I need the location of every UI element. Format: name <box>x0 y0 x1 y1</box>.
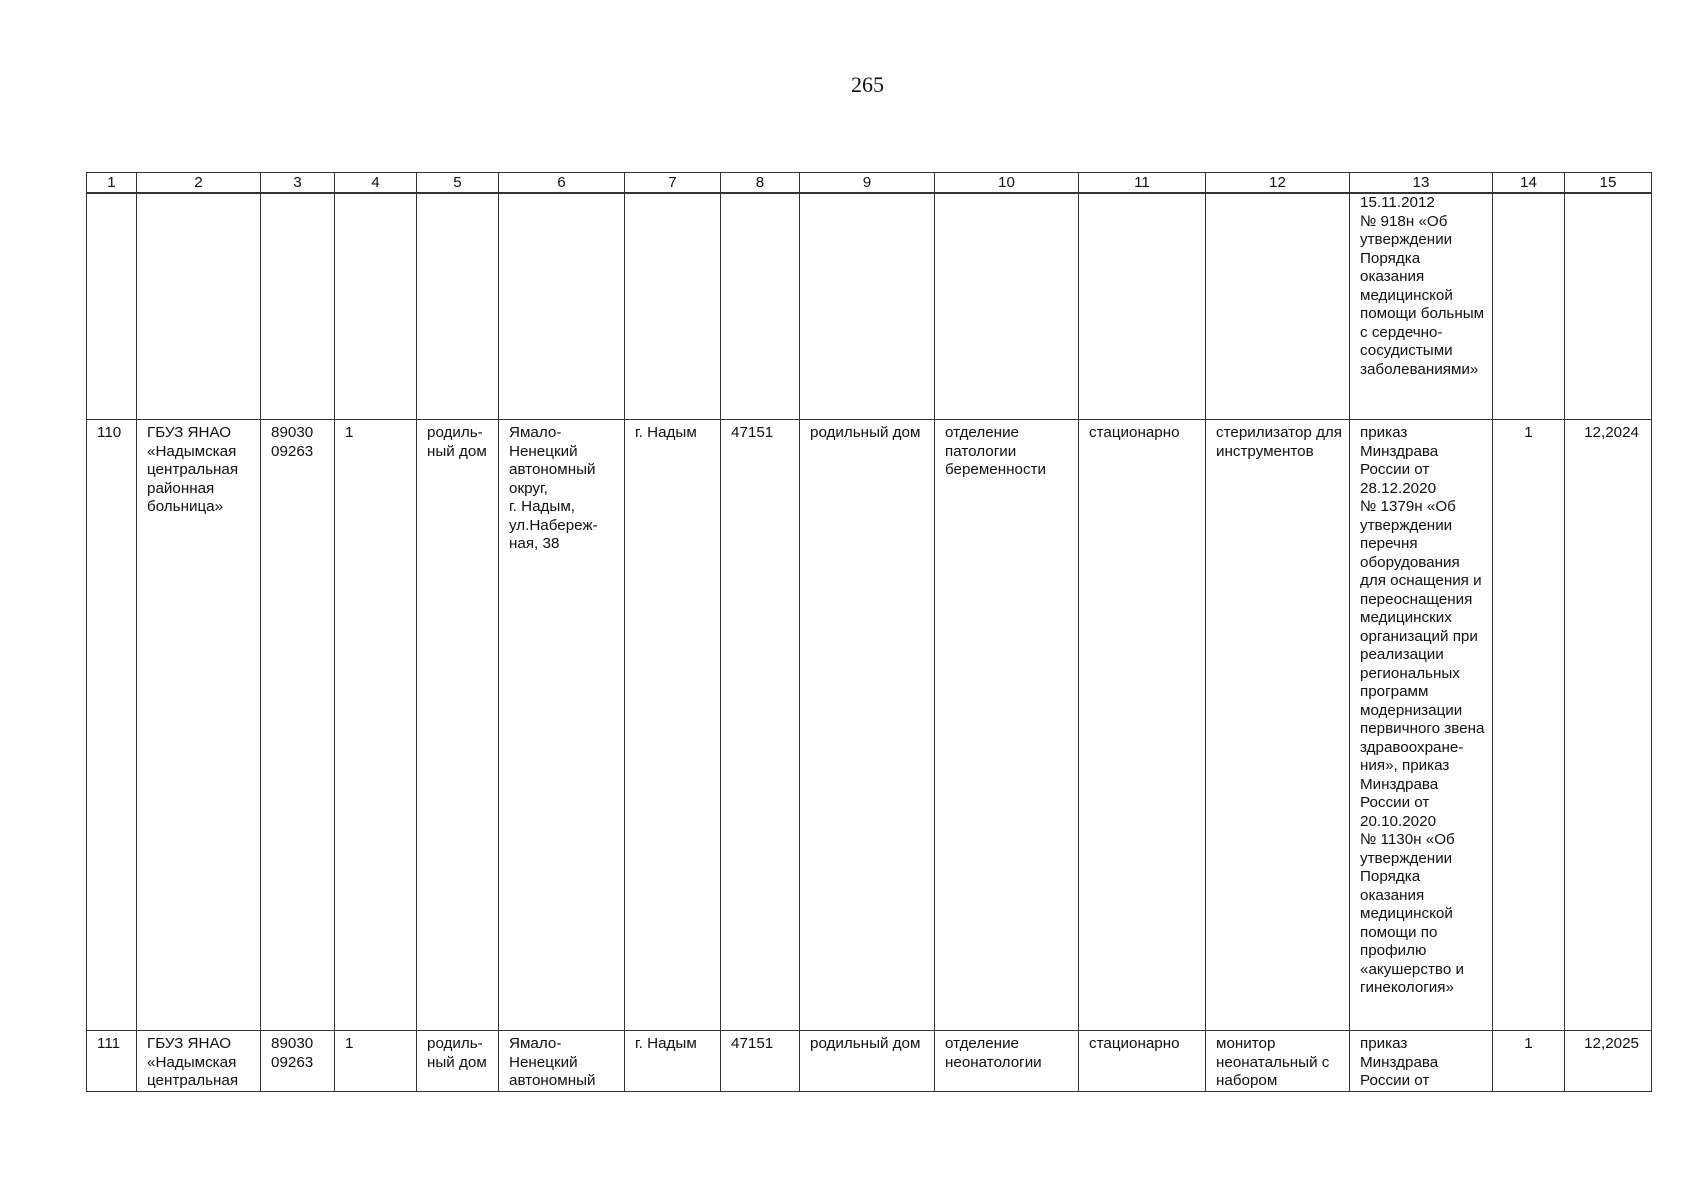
column-header: 3 <box>261 173 335 194</box>
quantity-cell: 1 <box>1493 420 1565 1031</box>
column-header: 2 <box>137 173 261 194</box>
facility-type-cell: родиль-ный дом <box>417 1031 499 1092</box>
column-header: 9 <box>800 173 935 194</box>
column-header: 7 <box>625 173 721 194</box>
column-number-row <box>87 173 1652 194</box>
column-header: 5 <box>417 173 499 194</box>
quantity-cell: 1 <box>1493 1031 1565 1092</box>
table-row <box>87 420 1652 1031</box>
row-number-cell: 111 <box>87 1031 137 1092</box>
column-header: 11 <box>1079 173 1206 194</box>
equipment-table <box>86 172 1652 1092</box>
legal-basis-cell: приказ Минздрава России от <box>1350 1031 1493 1092</box>
page-number: 265 <box>851 72 884 97</box>
table-cell <box>87 193 137 420</box>
column-header: 6 <box>499 173 625 194</box>
column-header: 12 <box>1206 173 1350 194</box>
table-cell <box>935 193 1079 420</box>
table-cell: 1 <box>335 1031 417 1092</box>
column-header: 13 <box>1350 173 1493 194</box>
care-mode-cell: стационарно <box>1079 420 1206 1031</box>
inn-cell: 89030 09263 <box>261 420 335 1031</box>
row-number-cell: 110 <box>87 420 137 1031</box>
city-cell: г. Надым <box>625 1031 721 1092</box>
column-header: 1 <box>87 173 137 194</box>
table-cell: 1 <box>335 420 417 1031</box>
organization-cell: ГБУЗ ЯНАО «Надымская центральная районная больница» <box>137 420 261 1031</box>
table-cell <box>1493 193 1565 420</box>
equipment-cell: стерилизатор для инструментов <box>1206 420 1350 1031</box>
legal-basis-cell: 15.11.2012 № 918н «Об утверждении Порядка оказания медицинской помощи больным с сердечно-сосудистыми заболеваниями» <box>1350 193 1493 420</box>
legal-basis-cell: приказ Минздрава России от 28.12.2020 № 1379н «Об утверждении перечня оборудования для оснащения и переоснащения медицинских организаций при реализации региональных программ модернизации первичного звена здравоохране-ния», приказ Минздрава России от 20.10.2020 № 1130н «Об утверждении Порядка оказания медицинской помощи по профилю «акушерство и гинекология» <box>1350 420 1493 1031</box>
column-header: 4 <box>335 173 417 194</box>
table-cell <box>417 193 499 420</box>
code-cell: 47151 <box>721 420 800 1031</box>
term-cell: 12,2024 <box>1565 420 1652 1031</box>
table-cell <box>137 193 261 420</box>
facility-cell: родильный дом <box>800 1031 935 1092</box>
address-cell: Ямало-Ненецкий автономный округ, г. Надым, ул.Набереж-ная, 38 <box>499 420 625 1031</box>
facility-type-cell: родиль-ный дом <box>417 420 499 1031</box>
organization-cell: ГБУЗ ЯНАО «Надымская центральная <box>137 1031 261 1092</box>
address-cell: Ямало-Ненецкий автономный <box>499 1031 625 1092</box>
column-header: 10 <box>935 173 1079 194</box>
column-header: 8 <box>721 173 800 194</box>
column-header: 15 <box>1565 173 1652 194</box>
table-cell <box>800 193 935 420</box>
table-row <box>87 1031 1652 1092</box>
table-cell <box>261 193 335 420</box>
care-mode-cell: стационарно <box>1079 1031 1206 1092</box>
code-cell: 47151 <box>721 1031 800 1092</box>
term-cell: 12,2025 <box>1565 1031 1652 1092</box>
table-cell <box>335 193 417 420</box>
city-cell: г. Надым <box>625 420 721 1031</box>
table-cell <box>1565 193 1652 420</box>
department-cell: отделение неонатологии <box>935 1031 1079 1092</box>
table-cell <box>721 193 800 420</box>
department-cell: отделение патологии беременности <box>935 420 1079 1031</box>
equipment-cell: монитор неонатальный с набором <box>1206 1031 1350 1092</box>
inn-cell: 89030 09263 <box>261 1031 335 1092</box>
table-cell <box>1206 193 1350 420</box>
facility-cell: родильный дом <box>800 420 935 1031</box>
table-cell <box>1079 193 1206 420</box>
column-header: 14 <box>1493 173 1565 194</box>
table-cell <box>625 193 721 420</box>
continuation-row <box>87 193 1652 420</box>
table-cell <box>499 193 625 420</box>
